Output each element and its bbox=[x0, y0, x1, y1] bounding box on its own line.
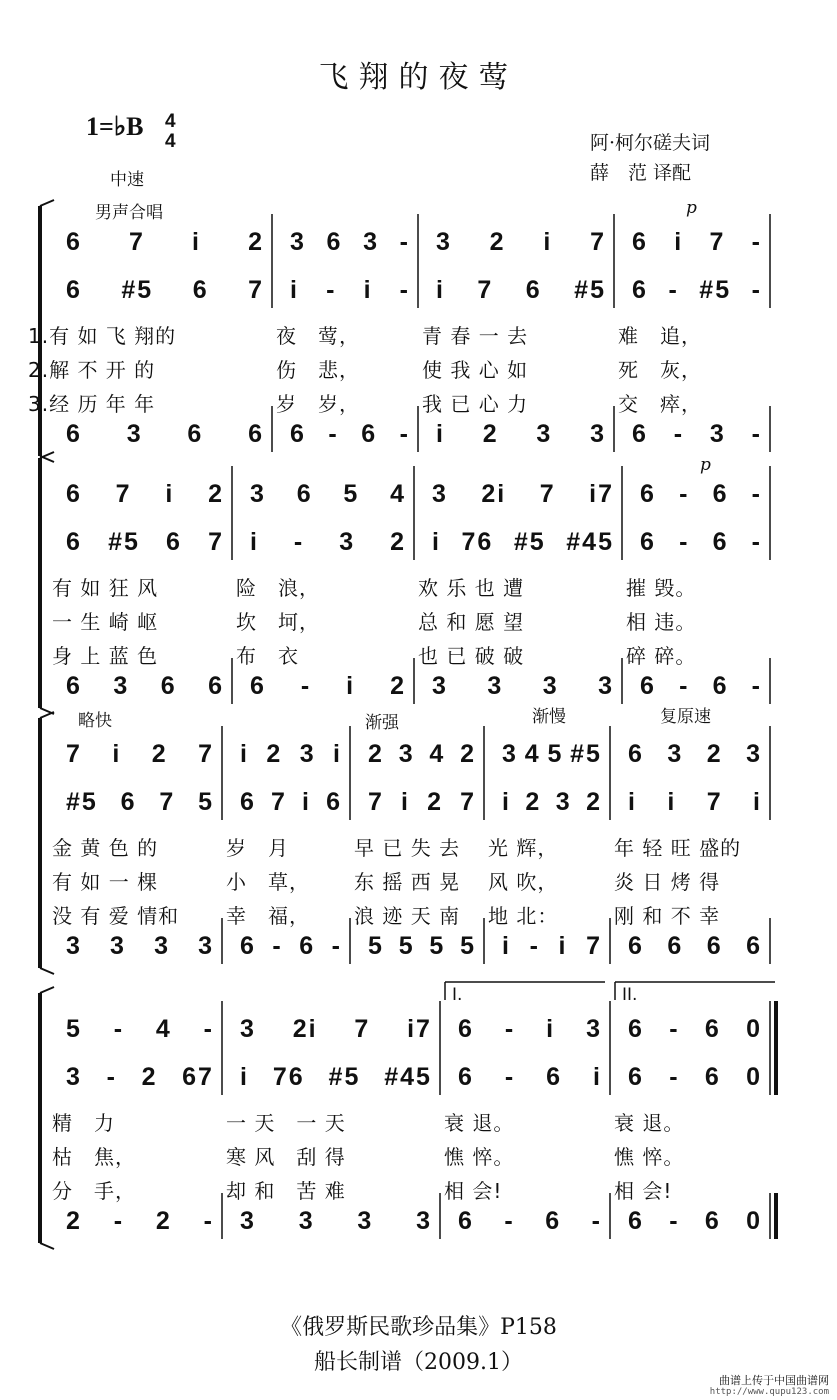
note-token: - bbox=[751, 420, 762, 448]
note-token: 2 bbox=[706, 740, 723, 768]
note-token: i bbox=[250, 528, 259, 556]
lyric-verse-3: 浪 迹 天 南 bbox=[354, 904, 461, 928]
note-token: 4 bbox=[524, 740, 541, 768]
bracket-hook-top bbox=[40, 712, 54, 718]
note-token: 7 bbox=[586, 932, 602, 960]
note-token: 3 bbox=[398, 740, 415, 768]
dynamic-mark-2: p bbox=[700, 455, 711, 475]
note-token: - bbox=[679, 528, 690, 556]
lyric-verse-3: 岁 岁， bbox=[276, 392, 360, 416]
lyric-verse-2: 寒 风 刮 得 bbox=[226, 1145, 346, 1169]
lyric-verse-2: 憔 悴。 bbox=[614, 1145, 685, 1169]
note-token: i bbox=[436, 276, 445, 304]
note-token: 3 bbox=[110, 932, 126, 960]
note-token: i bbox=[546, 1015, 556, 1043]
lyric-verse-2: 使 我 心 如 bbox=[422, 358, 529, 382]
page-title: 飞翔的夜莺 bbox=[318, 60, 519, 95]
ensemble-mark: 男声合唱 bbox=[95, 203, 163, 223]
note-token: #5 bbox=[513, 528, 546, 556]
note-token: 5 bbox=[398, 932, 415, 960]
lyric-verse-2: 一 生 崎 岖 bbox=[52, 610, 159, 634]
note-token: - bbox=[669, 1015, 680, 1043]
lyric-verse-1: 夜 莺， bbox=[276, 324, 360, 348]
note-token: 5 bbox=[343, 480, 360, 508]
note-token: - bbox=[203, 1015, 214, 1043]
note-token: - bbox=[326, 276, 337, 304]
note-token: - bbox=[679, 672, 690, 700]
note-token: 6 bbox=[632, 228, 648, 256]
note-token: 3 bbox=[298, 1207, 315, 1235]
lyric-verse-2: 坎 坷， bbox=[236, 610, 320, 634]
note-token: 3 bbox=[432, 480, 448, 508]
note-token: 6 bbox=[628, 932, 644, 960]
volta-2-label: II. bbox=[622, 985, 638, 1005]
note-token: 6 bbox=[704, 1207, 721, 1235]
note-token: - bbox=[504, 1063, 516, 1091]
lyric-verse-1: 1.有 如 飞 翔的 bbox=[28, 324, 177, 348]
note-token: i bbox=[674, 228, 684, 256]
note-token: 3 bbox=[536, 420, 553, 448]
lyric-verse-2: 伤 悲， bbox=[276, 358, 360, 382]
dynamic-mark-1: p bbox=[686, 198, 697, 218]
note-token: 4 bbox=[390, 480, 406, 508]
lyric-verse-2: 小 草， bbox=[226, 870, 310, 894]
lyric-verse-1: 光 辉， bbox=[488, 836, 559, 860]
note-token: 6 bbox=[248, 420, 264, 448]
note-token: - bbox=[669, 1207, 680, 1235]
note-token: 5 bbox=[460, 932, 476, 960]
note-token: 7 bbox=[159, 788, 176, 816]
note-token: i bbox=[346, 672, 356, 700]
note-token: #45 bbox=[384, 1063, 432, 1091]
note-token: 2 bbox=[427, 788, 443, 816]
note-token: 6 bbox=[640, 528, 656, 556]
lyric-verse-3: 布 衣 bbox=[236, 644, 299, 668]
note-token: 6 bbox=[628, 740, 644, 768]
lyric-verse-2: 相 违。 bbox=[626, 610, 697, 634]
note-token: 3 bbox=[198, 932, 214, 960]
note-token: 3 bbox=[709, 420, 726, 448]
note-token: 3 bbox=[502, 740, 518, 768]
note-token: - bbox=[751, 228, 762, 256]
lyric-verse-3: 幸 福， bbox=[226, 904, 310, 928]
note-token: i bbox=[290, 276, 299, 304]
note-token: 3 bbox=[555, 788, 572, 816]
note-token: 2 bbox=[208, 480, 224, 508]
note-token: 6 bbox=[545, 1207, 562, 1235]
note-token: i bbox=[333, 740, 342, 768]
faster-mark: 略快 bbox=[78, 711, 112, 731]
note-token: 76 bbox=[272, 1063, 305, 1091]
lyric-verse-2: 总 和 愿 望 bbox=[418, 610, 525, 634]
note-token: 0 bbox=[746, 1207, 762, 1235]
note-token: 7 bbox=[248, 276, 264, 304]
note-token: 6 bbox=[326, 228, 343, 256]
note-token: 76 bbox=[461, 528, 494, 556]
note-token: - bbox=[668, 276, 679, 304]
lyric-verse-1: 一 天 一 天 bbox=[226, 1111, 346, 1135]
note-token: #5 bbox=[328, 1063, 361, 1091]
note-token: 6 bbox=[296, 480, 313, 508]
note-token: - bbox=[669, 1063, 680, 1091]
note-token: 3 bbox=[363, 228, 379, 256]
note-token: 7 bbox=[129, 228, 145, 256]
transcriber-credit: 船长制谱（2009.1） bbox=[314, 1350, 523, 1375]
source-reference: 《俄罗斯民歌珍品集》P158 bbox=[280, 1315, 557, 1340]
lyric-verse-1: 衰 退。 bbox=[444, 1111, 515, 1135]
note-token: 6 bbox=[704, 1015, 721, 1043]
note-token: 7 bbox=[709, 228, 726, 256]
lyric-verse-3: 我 已 心 力 bbox=[422, 392, 529, 416]
note-token: 7 bbox=[368, 788, 384, 816]
note-token: 67 bbox=[182, 1063, 214, 1091]
note-token: #5 bbox=[66, 788, 98, 816]
note-token: i bbox=[558, 932, 568, 960]
note-token: i bbox=[240, 1063, 249, 1091]
note-token: - bbox=[399, 276, 410, 304]
note-token: 2 bbox=[155, 1207, 172, 1235]
note-token: 6 bbox=[706, 932, 723, 960]
lyric-verse-1: 摧 毁。 bbox=[626, 576, 697, 600]
note-token: 2 bbox=[248, 228, 264, 256]
note-token: i bbox=[628, 788, 637, 816]
crescendo-mark: 渐强 bbox=[365, 713, 399, 733]
note-token: 6 bbox=[192, 276, 209, 304]
note-token: 3 bbox=[299, 740, 316, 768]
note-token: i bbox=[436, 420, 445, 448]
note-token: 3 bbox=[66, 1063, 82, 1091]
note-token: 7 bbox=[115, 480, 132, 508]
note-token: 2 bbox=[390, 528, 406, 556]
lyric-verse-3: 身 上 蓝 色 bbox=[52, 644, 159, 668]
note-token: i bbox=[432, 528, 441, 556]
note-token: 2 bbox=[525, 788, 542, 816]
lyric-verse-1: 有 如 狂 风 bbox=[52, 576, 159, 600]
lyric-verse-1: 精 力 bbox=[52, 1111, 115, 1135]
note-token: 6 bbox=[458, 1015, 474, 1043]
lyric-verse-3: 刚 和 不 幸 bbox=[614, 904, 721, 928]
watermark-text: 曲谱上传于中国曲谱网 bbox=[719, 1374, 829, 1387]
note-token: #5 bbox=[570, 740, 602, 768]
note-token: 6 bbox=[712, 528, 729, 556]
note-token: #5 bbox=[108, 528, 140, 556]
note-token: 7 bbox=[477, 276, 494, 304]
note-token: - bbox=[106, 1063, 117, 1091]
note-token: - bbox=[673, 420, 685, 448]
note-token: 6 bbox=[546, 1063, 563, 1091]
lyric-verse-2: 死 灰， bbox=[618, 358, 702, 382]
lyric-verse-3: 没 有 爱 情和 bbox=[52, 904, 180, 928]
translator-credit: 薛 范 译配 bbox=[590, 162, 692, 184]
note-token: 6 bbox=[525, 276, 542, 304]
note-token: 6 bbox=[640, 672, 656, 700]
note-token: i bbox=[502, 932, 511, 960]
note-token: i bbox=[543, 228, 553, 256]
note-token: 3 bbox=[746, 740, 762, 768]
note-token: 6 bbox=[458, 1063, 474, 1091]
note-token: 2 bbox=[151, 740, 168, 768]
note-token: 6 bbox=[250, 672, 266, 700]
lyric-verse-1: 难 追， bbox=[618, 324, 702, 348]
note-token: - bbox=[331, 932, 342, 960]
note-token: - bbox=[203, 1207, 214, 1235]
note-token: 6 bbox=[326, 788, 342, 816]
lyric-verse-1: 金 黄 色 的 bbox=[52, 836, 159, 860]
a-tempo-mark: 复原速 bbox=[660, 707, 711, 727]
note-token: 2 bbox=[390, 672, 406, 700]
note-token: 3 bbox=[113, 672, 130, 700]
bracket-hook-bottom bbox=[40, 968, 54, 974]
note-token: 5 bbox=[66, 1015, 82, 1043]
note-token: - bbox=[679, 480, 690, 508]
note-token: 2 bbox=[141, 1063, 158, 1091]
note-token: 6 bbox=[66, 228, 82, 256]
note-token: 6 bbox=[361, 420, 378, 448]
note-token: i bbox=[593, 1063, 602, 1091]
note-token: 6 bbox=[704, 1063, 721, 1091]
lyric-verse-2: 憔 悴。 bbox=[444, 1145, 515, 1169]
note-token: 5 bbox=[368, 932, 384, 960]
note-token: i bbox=[401, 788, 410, 816]
note-token: 5 bbox=[547, 740, 564, 768]
note-token: - bbox=[300, 672, 312, 700]
note-token: 3 bbox=[542, 672, 559, 700]
note-token: 3 bbox=[586, 1015, 602, 1043]
note-token: 7 bbox=[590, 228, 606, 256]
note-token: 6 bbox=[712, 480, 729, 508]
lyric-verse-2: 枯 焦， bbox=[52, 1145, 136, 1169]
note-token: #5 bbox=[121, 276, 154, 304]
note-token: 6 bbox=[240, 932, 256, 960]
note-token: i7 bbox=[407, 1015, 432, 1043]
note-token: 6 bbox=[746, 932, 762, 960]
note-token: 3 bbox=[154, 932, 170, 960]
note-token: 7 bbox=[208, 528, 224, 556]
note-token: 7 bbox=[539, 480, 556, 508]
note-token: - bbox=[399, 420, 410, 448]
note-token: 3 bbox=[240, 1207, 256, 1235]
note-token: 6 bbox=[628, 1015, 644, 1043]
note-token: 7 bbox=[271, 788, 287, 816]
note-token: i bbox=[192, 228, 201, 256]
bracket-hook-top bbox=[40, 452, 54, 458]
note-token: 3 bbox=[590, 420, 606, 448]
note-token: 3 bbox=[598, 672, 614, 700]
note-token: 2 bbox=[460, 740, 476, 768]
lyric-verse-3: 地 北： bbox=[488, 904, 559, 928]
bracket-hook-top bbox=[40, 987, 54, 993]
note-token: 7 bbox=[66, 740, 82, 768]
note-token: 2 bbox=[482, 420, 499, 448]
note-token: i bbox=[165, 480, 175, 508]
note-token: i bbox=[302, 788, 311, 816]
lyric-verse-2: 2.解 不 开 的 bbox=[28, 358, 156, 382]
note-token: 6 bbox=[632, 276, 648, 304]
note-token: 3 bbox=[250, 480, 266, 508]
note-token: 6 bbox=[712, 672, 729, 700]
lyric-verse-3: 碎 碎。 bbox=[626, 644, 697, 668]
note-token: i bbox=[112, 740, 122, 768]
note-token: 3 bbox=[66, 932, 82, 960]
note-token: 6 bbox=[66, 276, 82, 304]
note-token: #5 bbox=[574, 276, 606, 304]
note-token: - bbox=[591, 1207, 602, 1235]
note-token: 3 bbox=[126, 420, 143, 448]
volta-1-label: I. bbox=[452, 985, 463, 1005]
note-token: 6 bbox=[187, 420, 204, 448]
note-token: - bbox=[504, 1015, 516, 1043]
note-token: i bbox=[363, 276, 373, 304]
lyric-verse-2: 风 吹， bbox=[488, 870, 559, 894]
lyric-verse-1: 衰 退。 bbox=[614, 1111, 685, 1135]
lyric-verse-3: 分 手， bbox=[52, 1179, 136, 1203]
note-token: 6 bbox=[290, 420, 306, 448]
note-token: 2 bbox=[66, 1207, 82, 1235]
note-token: 5 bbox=[429, 932, 446, 960]
note-token: 6 bbox=[299, 932, 316, 960]
note-token: 6 bbox=[66, 672, 82, 700]
note-token: 3 bbox=[436, 228, 452, 256]
note-token: 6 bbox=[66, 480, 82, 508]
note-token: 6 bbox=[208, 672, 224, 700]
lyric-verse-3: 3.经 历 年 年 bbox=[28, 392, 156, 416]
note-token: 6 bbox=[628, 1063, 644, 1091]
note-token: 2 bbox=[368, 740, 384, 768]
note-token: #45 bbox=[566, 528, 614, 556]
note-token: i bbox=[240, 740, 249, 768]
note-token: 3 bbox=[357, 1207, 374, 1235]
note-token: i bbox=[667, 788, 677, 816]
note-token: 6 bbox=[458, 1207, 474, 1235]
lyric-verse-1: 早 已 失 去 bbox=[354, 836, 461, 860]
note-token: 6 bbox=[66, 420, 82, 448]
note-token: 0 bbox=[746, 1015, 762, 1043]
ritardando-mark: 渐慢 bbox=[532, 707, 566, 727]
lyric-verse-3: 也 已 破 破 bbox=[418, 644, 525, 668]
tempo-mark: 中速 bbox=[110, 170, 144, 190]
lyric-verse-1: 欢 乐 也 遭 bbox=[418, 576, 525, 600]
meter-bottom: 4 bbox=[165, 131, 176, 152]
note-token: 4 bbox=[429, 740, 446, 768]
note-token: - bbox=[113, 1207, 125, 1235]
bracket-hook-top bbox=[40, 200, 54, 206]
note-token: 6 bbox=[667, 932, 684, 960]
note-token: 3 bbox=[667, 740, 684, 768]
note-token: 6 bbox=[166, 528, 182, 556]
note-token: 3 bbox=[339, 528, 356, 556]
note-token: 3 bbox=[487, 672, 504, 700]
note-token: #5 bbox=[699, 276, 732, 304]
note-token: 7 bbox=[354, 1015, 371, 1043]
lyric-verse-3: 相 会! bbox=[614, 1179, 673, 1203]
note-token: 3 bbox=[416, 1207, 432, 1235]
note-token: - bbox=[751, 480, 762, 508]
note-token: - bbox=[751, 672, 762, 700]
note-token: i bbox=[502, 788, 511, 816]
lyric-verse-3: 却 和 苦 难 bbox=[226, 1179, 346, 1203]
note-token: - bbox=[529, 932, 540, 960]
note-token: - bbox=[328, 420, 339, 448]
note-token: 7 bbox=[706, 788, 723, 816]
note-token: 6 bbox=[66, 528, 82, 556]
bracket-hook-bottom bbox=[40, 1243, 54, 1249]
note-token: 6 bbox=[160, 672, 177, 700]
note-token: - bbox=[399, 228, 410, 256]
note-token: 6 bbox=[632, 420, 648, 448]
lyric-verse-2: 东 摇 西 晃 bbox=[354, 870, 461, 894]
note-token: 7 bbox=[198, 740, 214, 768]
lyric-verse-1: 岁 月 bbox=[226, 836, 289, 860]
note-token: 2 bbox=[586, 788, 602, 816]
note-token: - bbox=[272, 932, 283, 960]
lyricist-credit: 阿·柯尔磋夫词 bbox=[590, 132, 711, 154]
note-token: 2i bbox=[481, 480, 507, 508]
note-token: i bbox=[753, 788, 762, 816]
lyric-verse-2: 有 如 一 棵 bbox=[52, 870, 159, 894]
key-signature: 1=♭B bbox=[86, 112, 144, 141]
lyric-verse-2: 炎 日 烤 得 bbox=[614, 870, 721, 894]
note-token: 3 bbox=[290, 228, 306, 256]
lyric-verse-1: 青 春 一 去 bbox=[422, 324, 529, 348]
note-token: 3 bbox=[240, 1015, 256, 1043]
note-token: - bbox=[113, 1015, 125, 1043]
note-token: - bbox=[751, 528, 762, 556]
note-token: 6 bbox=[640, 480, 656, 508]
note-token: 6 bbox=[120, 788, 137, 816]
note-token: 6 bbox=[240, 788, 256, 816]
lyric-verse-1: 险 浪， bbox=[236, 576, 320, 600]
note-token: 3 bbox=[432, 672, 448, 700]
lyric-verse-3: 交 瘁， bbox=[618, 392, 702, 416]
note-token: 4 bbox=[155, 1015, 172, 1043]
note-token: 5 bbox=[198, 788, 214, 816]
note-token: - bbox=[751, 276, 762, 304]
note-token: 7 bbox=[460, 788, 476, 816]
note-token: 2 bbox=[489, 228, 506, 256]
note-token: 2i bbox=[292, 1015, 318, 1043]
note-token: 0 bbox=[746, 1063, 762, 1091]
meter-top: 4 bbox=[165, 111, 176, 132]
note-token: i7 bbox=[589, 480, 614, 508]
lyric-verse-1: 年 轻 旺 盛的 bbox=[614, 836, 742, 860]
watermark-url: http://www.qupu123.com bbox=[709, 1387, 829, 1397]
note-token: 2 bbox=[266, 740, 283, 768]
note-token: 6 bbox=[628, 1207, 644, 1235]
note-token: - bbox=[293, 528, 305, 556]
lyric-verse-3: 相 会! bbox=[444, 1179, 503, 1203]
note-token: - bbox=[504, 1207, 515, 1235]
